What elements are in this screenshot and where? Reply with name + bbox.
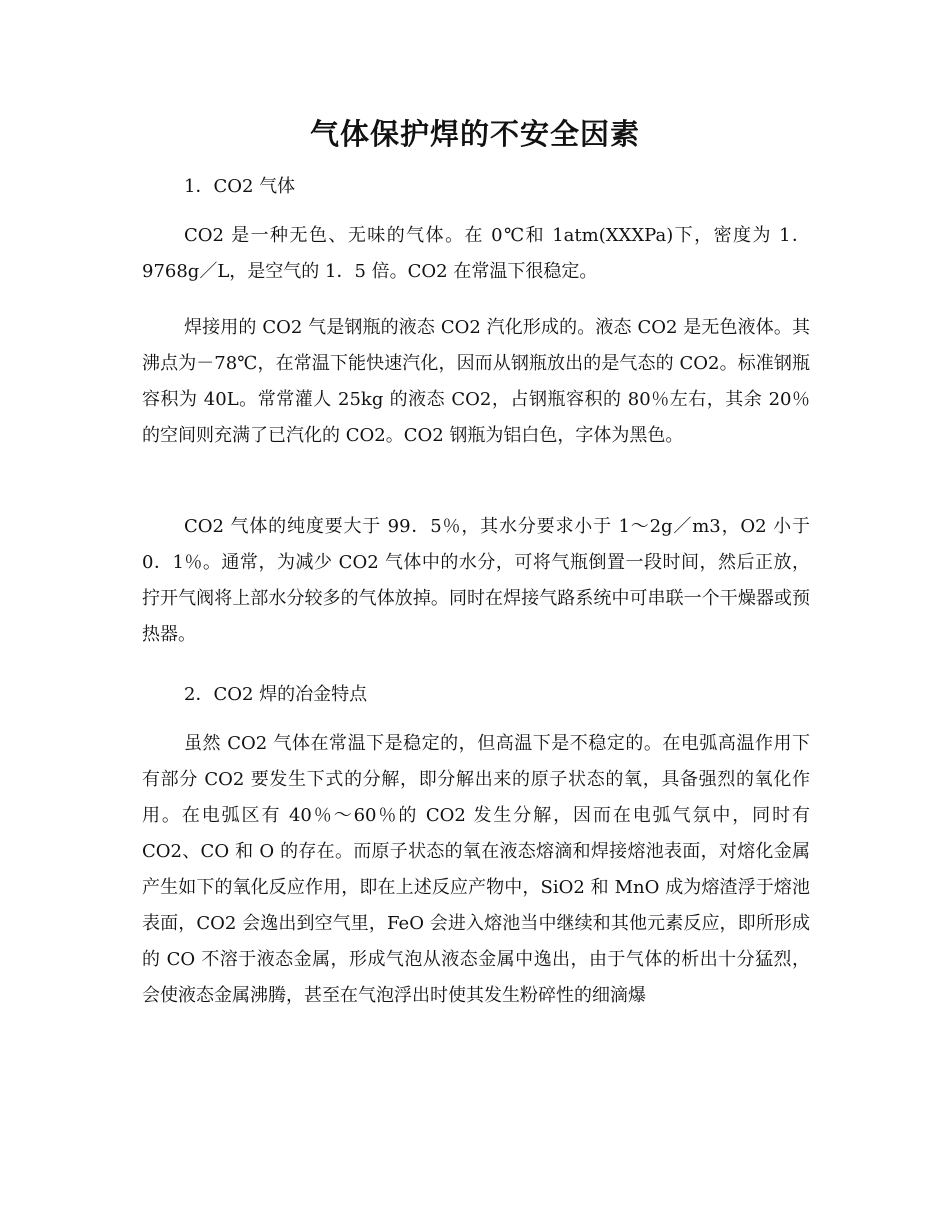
section-2-paragraph-1: 虽然 CO2 气体在常温下是稳定的，但高温下是不稳定的。在电弧高温作用下有部分 CO2 要发生下式的分解，即分解出来的原子状态的氧，具备强烈的氧化作用。在电弧区有 40％～60％的 CO2 发生分解，因而在电弧气氛中，同时有 CO2、CO 和 O 的存在。而原子状态的氧在液态熔滴和焊接熔池表面，对熔化金属产生如下的氧化反应作用，即在上述反应产物中，SiO2 和 MnO 成为熔渣浮于熔池表面，CO2 会逸出到空气里，FeO 会进入熔池当中继续和其他元素反应，即所形成的 CO 不溶于液态金属，形成气泡从液态金属中逸出，由于气体的析出十分猛烈，会使液态金属沸腾，甚至在气泡浮出时使其发生粉碎性的细滴爆: [142, 733, 810, 1006]
section-1-heading: 1．CO2 气体: [184, 176, 296, 197]
section-1-paragraph-2: 焊接用的 CO2 气是钢瓶的液态 CO2 汽化形成的。液态 CO2 是无色液体。其沸点为－78℃，在常温下能快速汽化，因而从钢瓶放出的是气态的 CO2。标准钢瓶容积为 40L。常常灌人 25kg 的液态 CO2，占钢瓶容积的 80％左右，其余 20％的空间则充满了已汽化的 CO2。CO2 钢瓶为铝白色，字体为黑色。: [142, 317, 810, 446]
section-1-paragraph-1: CO2 是一种无色、无味的气体。在 0℃和 1atm(XXXPa)下，密度为 1．9768g／L，是空气的 1．5 倍。CO2 在常温下很稳定。: [142, 225, 810, 282]
section-2-heading: 2．CO2 焊的冶金特点: [184, 684, 368, 705]
document-title: 气体保护焊的不安全因素: [309, 117, 640, 151]
section-1-paragraph-3: CO2 气体的纯度要大于 99．5％，其水分要求小于 1～2g／m3，O2 小于 0．1％。通常，为减少 CO2 气体中的水分，可将气瓶倒置一段时间，然后正放，拧开气阀将上部水分较多的气体放掉。同时在焊接气路系统中可串联一个干燥器或预热器。: [142, 516, 810, 645]
